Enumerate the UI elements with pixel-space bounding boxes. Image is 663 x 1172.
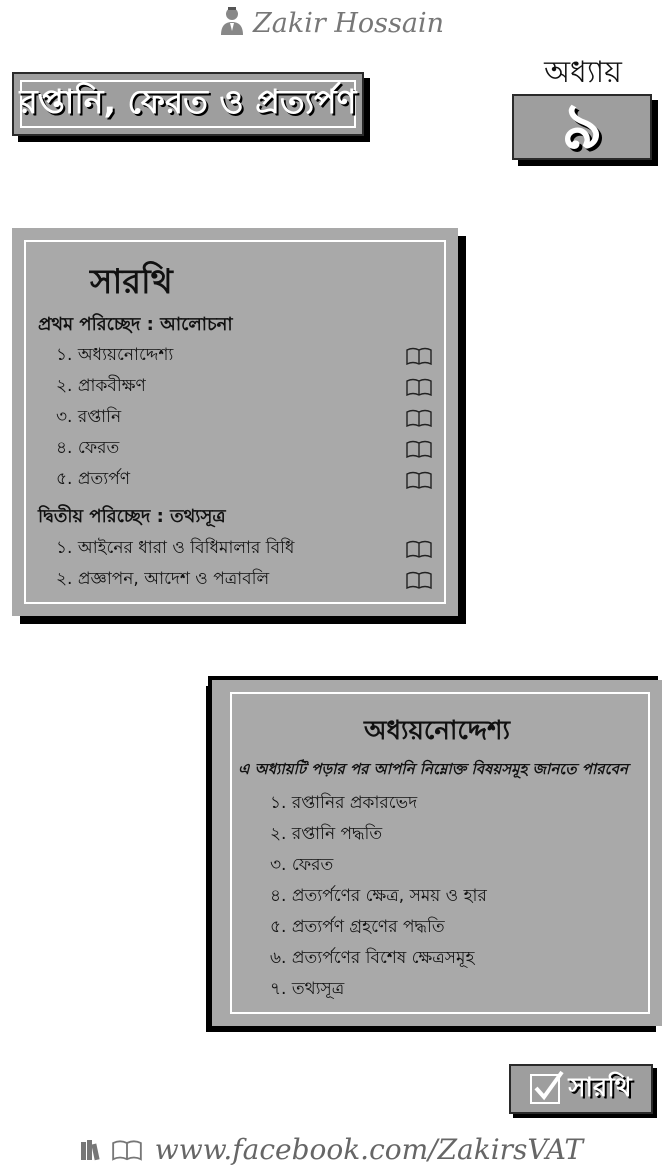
objective-item: ৪. প্রত্যর্পণের ক্ষেত্র, সময় ও হার bbox=[270, 886, 487, 906]
book-icon bbox=[406, 471, 432, 489]
objective-item: ৭. তথ্যসূত্র bbox=[270, 979, 345, 999]
objectives-subtitle: এ অধ্যায়টি পড়ার পর আপনি নিম্নোক্ত বিষয়সমূহ জানতে পারবেন bbox=[238, 760, 628, 778]
sarathi-button-label: সারথি bbox=[568, 1073, 632, 1103]
sarathi-button[interactable] bbox=[509, 1064, 653, 1114]
book-icon bbox=[406, 409, 432, 427]
toc-item[interactable] bbox=[56, 535, 432, 563]
author-name: Zakir Hossain bbox=[253, 8, 444, 39]
book-icon bbox=[112, 1139, 142, 1161]
toc-item[interactable] bbox=[56, 435, 432, 463]
toc-section-title: প্রথম পরিচ্ছেদ : আলোচনা bbox=[38, 314, 233, 335]
chapter-title: রপ্তানি, ফেরত ও প্রত্যর্পণ bbox=[19, 82, 357, 121]
chapter-title-box bbox=[12, 72, 364, 136]
toc-item[interactable] bbox=[56, 404, 432, 432]
toc-item[interactable] bbox=[56, 373, 432, 401]
objective-item: ১. রপ্তানির প্রকারভেদ bbox=[270, 793, 418, 813]
toc-item-label: ৩. রপ্তানি bbox=[56, 407, 122, 427]
book-icon bbox=[406, 378, 432, 396]
objective-item: ৩. ফেরত bbox=[270, 855, 334, 875]
toc-panel bbox=[12, 228, 458, 616]
person-icon bbox=[219, 6, 245, 36]
chapter-number-box bbox=[512, 90, 652, 164]
toc-item-label: ৫. প্রত্যর্পণ bbox=[56, 469, 131, 489]
author-header bbox=[0, 6, 663, 39]
book-icon bbox=[406, 571, 432, 589]
toc-item-label: ৪. ফেরত bbox=[56, 438, 120, 458]
footer bbox=[0, 1133, 663, 1166]
toc-item[interactable] bbox=[56, 566, 432, 594]
book-icon bbox=[406, 440, 432, 458]
toc-item-label: ২. প্রাকবীক্ষণ bbox=[56, 376, 146, 396]
chapter-number: ৯ bbox=[561, 90, 603, 164]
checkbox-icon bbox=[530, 1074, 560, 1104]
bookshelf-icon bbox=[80, 1139, 108, 1161]
toc-heading: সারথি bbox=[90, 262, 173, 302]
objective-item: ৫. প্রত্যর্পণ গ্রহণের পদ্ধতি bbox=[270, 917, 445, 937]
toc-item[interactable] bbox=[56, 466, 432, 494]
objective-item: ২. রপ্তানি পদ্ধতি bbox=[270, 824, 383, 844]
book-icon bbox=[406, 347, 432, 365]
book-icon bbox=[406, 540, 432, 558]
objectives-panel bbox=[212, 680, 662, 1026]
objectives-heading: অধ্যয়নোদ্দেশ্য bbox=[363, 716, 511, 746]
toc-section-title: দ্বিতীয় পরিচ্ছেদ : তথ্যসূত্র bbox=[38, 506, 226, 527]
toc-item-label: ২. প্রজ্ঞাপন, আদেশ ও পত্রাবলি bbox=[56, 569, 270, 589]
chapter-label: অধ্যায় bbox=[544, 55, 622, 90]
toc-item-label: ১. অধ্যয়নোদ্দেশ্য bbox=[56, 345, 174, 365]
footer-link[interactable]: www.facebook.com/ZakirsVAT bbox=[154, 1133, 584, 1166]
toc-item[interactable] bbox=[56, 342, 432, 370]
objective-item: ৬. প্রত্যর্পণের বিশেষ ক্ষেত্রসমূহ bbox=[270, 948, 475, 968]
toc-item-label: ১. আইনের ধারা ও বিধিমালার বিধি bbox=[56, 538, 295, 558]
